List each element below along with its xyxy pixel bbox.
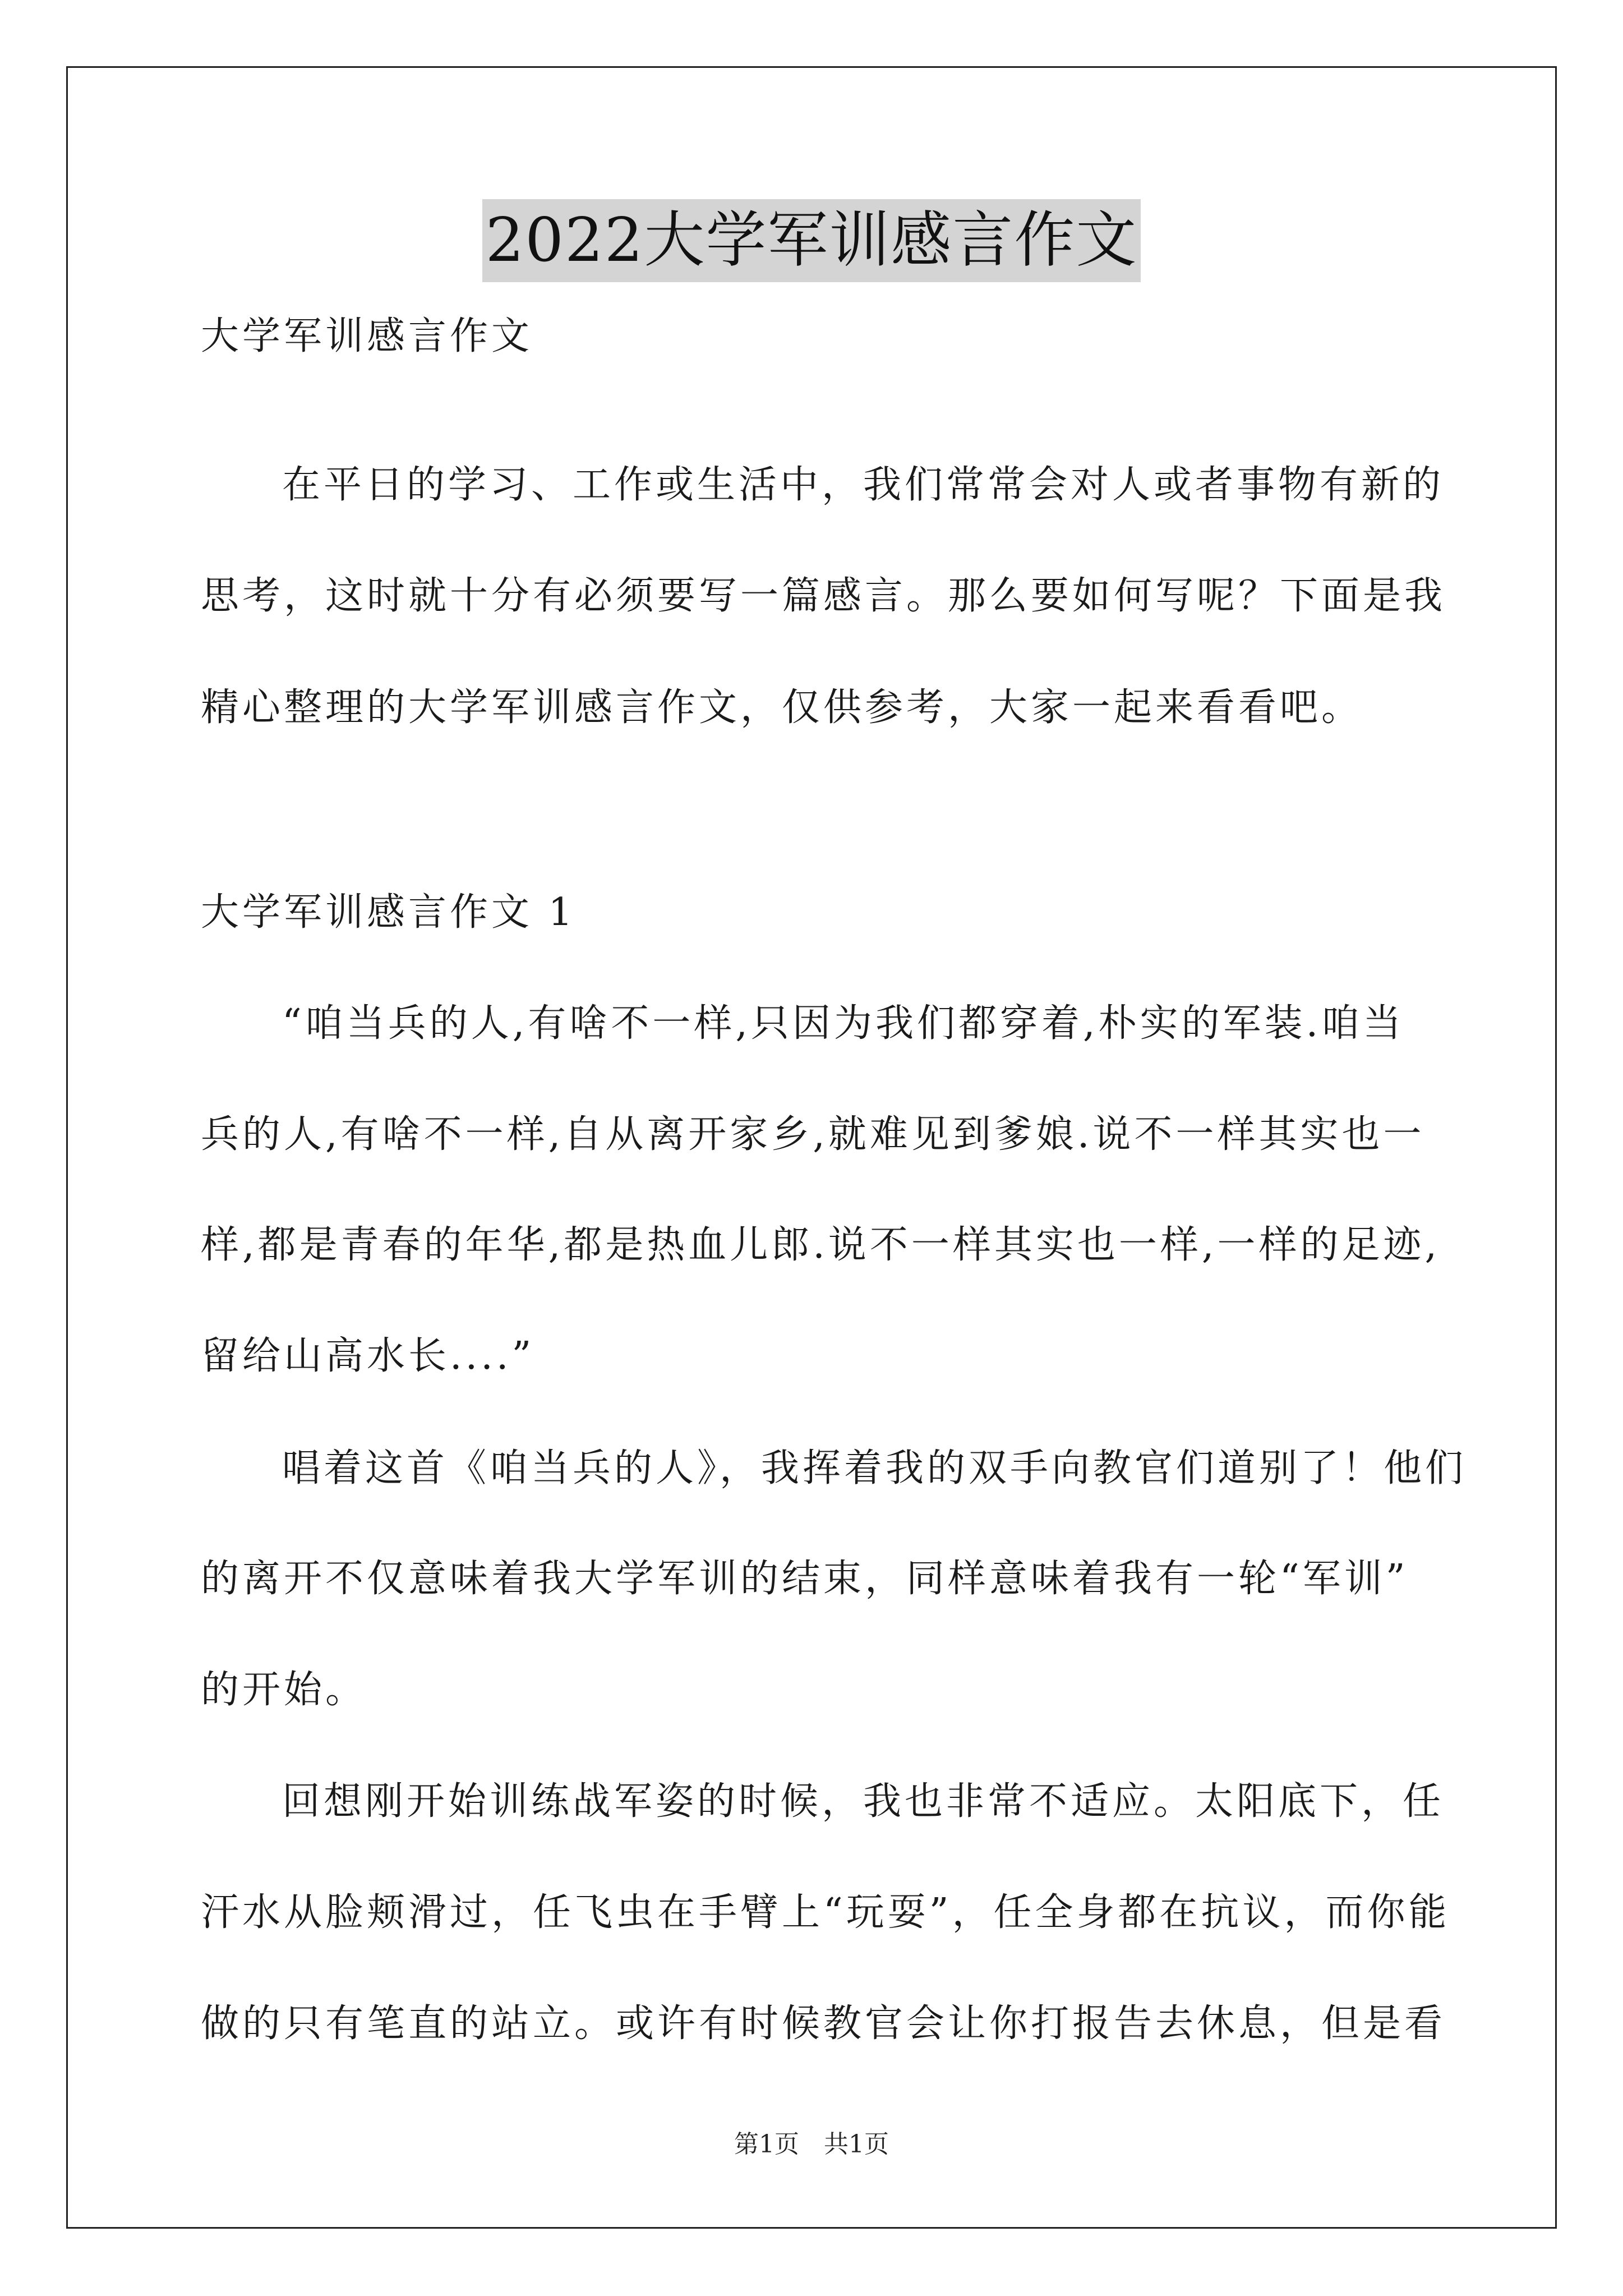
section-heading: 大学军训感言作文 1	[201, 890, 576, 935]
title-wrap	[0, 199, 1623, 282]
paragraph-line: 的开始。	[201, 1668, 367, 1712]
song-line: 兵的人,有啥不一样,自从离开家乡,就难见到爹娘.说不一样其实也一	[201, 1112, 1425, 1157]
song-line: 留给山高水长....”	[201, 1334, 535, 1378]
document-title: 2022大学军训感言作文	[482, 199, 1141, 282]
song-line: “咱当兵的人,有啥不一样,只因为我们都穿着,朴实的军装.咱当	[282, 1001, 1405, 1046]
intro-line: 在平日的学习、工作或生活中，我们常常会对人或者事物有新的	[282, 463, 1445, 507]
intro-line: 思考，这时就十分有必须要写一篇感言。那么要如何写呢？下面是我	[201, 574, 1446, 618]
paragraph-line: 回想刚开始训练战军姿的时候，我也非常不适应。太阳底下，任	[282, 1779, 1445, 1824]
subtitle: 大学军训感言作文	[201, 314, 533, 358]
intro-line: 精心整理的大学军训感言作文，仅供参考，大家一起来看看吧。	[201, 685, 1363, 730]
page-number: 第1页 共1页	[734, 2130, 889, 2159]
paragraph-line: 的离开不仅意味着我大学军训的结束，同样意味着我有一轮“军训”	[201, 1557, 1409, 1601]
paragraph-line: 汗水从脸颊滑过，任飞虫在手臂上“玩耍”，任全身都在抗议，而你能	[201, 1890, 1450, 1935]
paragraph-line: 唱着这首《咱当兵的人》，我挥着我的双手向教官们道别了！他们	[282, 1446, 1467, 1490]
paragraph-line: 做的只有笔直的站立。或许有时候教官会让你打报告去休息，但是看	[201, 2001, 1446, 2046]
song-line: 样,都是青春的年华,都是热血儿郎.说不一样其实也一样,一样的足迹,	[201, 1223, 1441, 1267]
